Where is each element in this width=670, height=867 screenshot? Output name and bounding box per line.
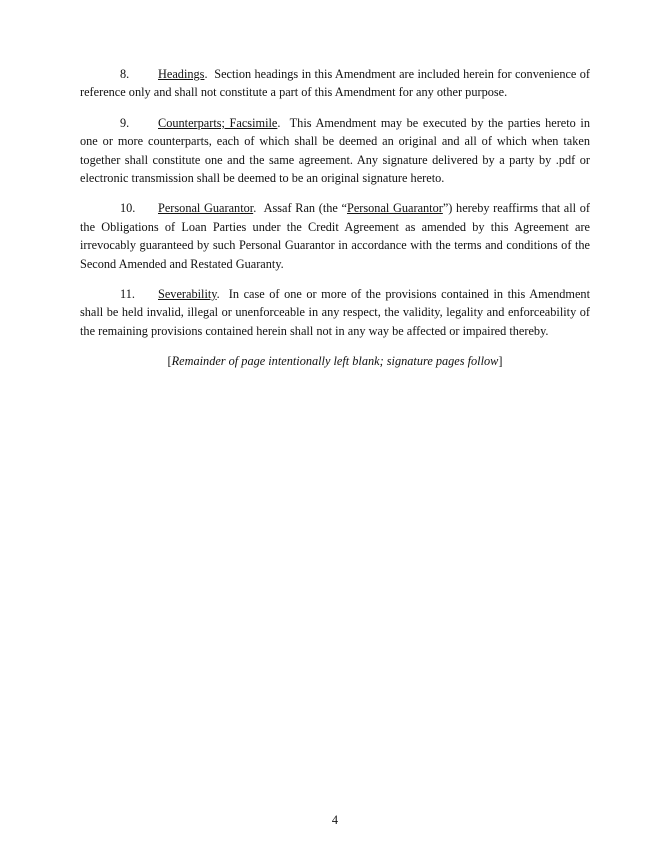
- section-text: Section headings in this Amendment are included herein for convenience of reference only and shall not constitute a part of this Amendment for any other purpose.: [80, 67, 590, 100]
- section-number: 8.: [120, 67, 130, 81]
- document-page: [80, 65, 590, 371]
- section-number: 9.: [120, 115, 130, 130]
- page-number: 4: [331, 813, 339, 827]
- closing-note-text: Remainder of page intentionally left blank; signature pages follow: [171, 354, 499, 369]
- section-heading: Counterparts; Facsimile: [158, 115, 278, 130]
- section-text: In case of one or more of the provisions contained in this Amendment shall be held invalid, illegal or unenforceable in any respect, the validity, legality and enforceability of the remaining provisions contained herein shall not in any way be affected or impaired thereby.: [80, 287, 590, 338]
- section-10: 10. Personal Guarantor. Assaf Ran (the “Personal Guarantor”) hereby reaffirms that all of the Obligations of Loan Parties under the Credit Agreement as amended by this Agreement are irrevocably guaranteed by such Personal Guarantor in accordance with the terms and conditions of the Second Amended and Restated Guaranty.: [80, 201, 590, 271]
- section-text-after: ”) hereby reaffirms that all of the Obligations of Loan Parties under the Credit Agreement as amended by this Agreement are irrevocably guaranteed by such Personal Guarantor in accordance with the terms and conditions of the Second Amended and Restated Guaranty.: [80, 201, 590, 271]
- close-bracket: ]: [498, 354, 503, 369]
- section-heading: Severability: [158, 287, 217, 302]
- section-number: 10.: [120, 201, 136, 216]
- section-8: 8. Headings. Section headings in this Amendment are included herein for convenience of reference only and shall not constitute a part of this Amendment for any other purpose.: [80, 67, 590, 100]
- section-9: 9. Counterparts; Facsimile. This Amendment may be executed by the parties hereto in one or more counterparts, each of which shall be deemed an original and all of which when taken together shall constitute one and the same agreement. Any signature delivered by a party by .pdf or electronic transmission shall be deemed to be an original signature hereto.: [80, 115, 590, 186]
- section-text: This Amendment may be executed by the parties hereto in one or more counterparts, each of which shall be deemed an original and all of which when taken together shall constitute one and the same agreement. Any signature delivered by a party by .pdf or electronic transmission shall be deemed to be an original signature hereto.: [80, 115, 590, 186]
- section-number: 11.: [120, 287, 135, 302]
- closing-note: [80, 352, 590, 370]
- section-heading: Personal Guarantor: [158, 201, 254, 216]
- defined-term: Personal Guarantor: [346, 201, 443, 216]
- open-bracket: [: [167, 354, 172, 369]
- section-text-before: Assaf Ran (the “: [263, 201, 347, 216]
- section-heading: Headings: [158, 67, 205, 81]
- section-11: 11. Severability. In case of one or more of the provisions contained in this Amendment shall be held invalid, illegal or unenforceable in any respect, the validity, legality and enforceability of the remaining provisions contained herein shall not in any way be affected or impaired thereby.: [80, 287, 590, 338]
